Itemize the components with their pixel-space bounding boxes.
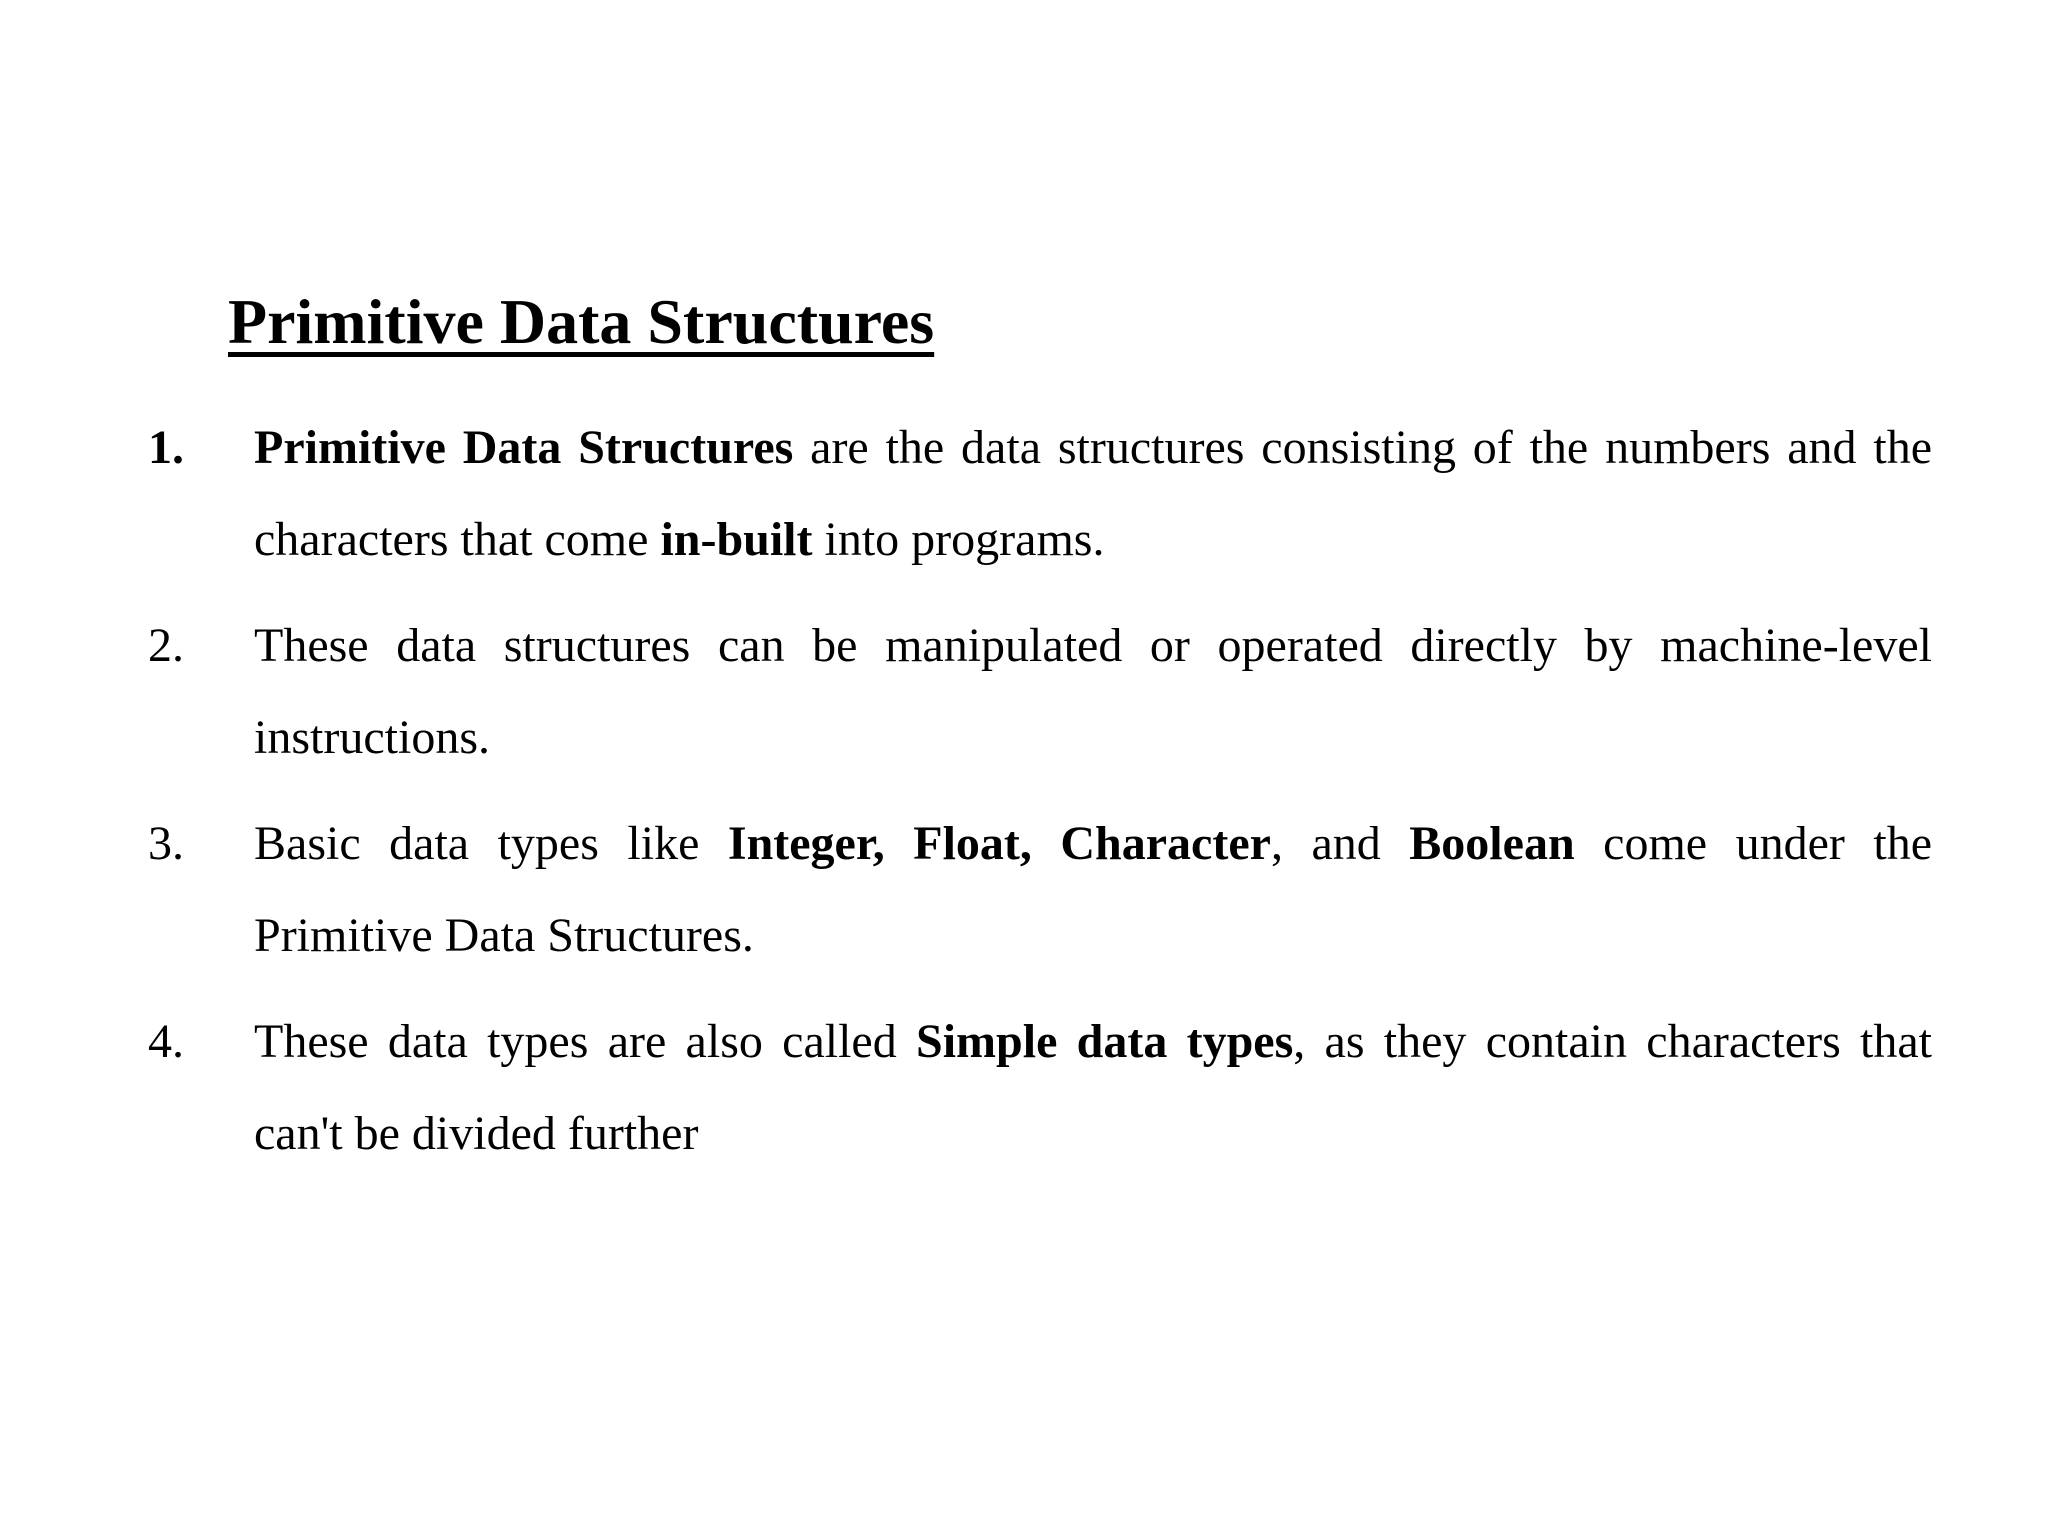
- list-item: [148, 798, 1932, 982]
- item-text-bold: in-built: [660, 513, 813, 566]
- list-item: [148, 996, 1932, 1180]
- item-text: come under the Primitive Data Structures.: [254, 817, 1933, 962]
- item-number: 4.: [148, 1015, 184, 1068]
- item-number: 2.: [148, 619, 184, 672]
- item-number: 1.: [148, 421, 184, 474]
- item-text-bold: Simple data types: [916, 1015, 1294, 1068]
- bullet-list: [148, 402, 1932, 1194]
- item-text: These data types are also called: [254, 1015, 917, 1068]
- item-text-bold: Integer, Float, Character: [727, 817, 1271, 870]
- item-text-bold: Primitive Data Structures: [254, 421, 794, 474]
- item-text: These data structures can be manipulated or operated directly by machine-level instructions.: [254, 619, 1932, 764]
- page-title: Primitive Data Structures: [228, 286, 935, 357]
- list-item: [148, 402, 1932, 586]
- item-number: 3.: [148, 817, 184, 870]
- item-text: into programs.: [812, 513, 1105, 566]
- item-text-bold: Boolean: [1409, 817, 1575, 870]
- item-text: Basic data types like: [254, 817, 728, 870]
- item-text: , as they contain characters that can't be divided further: [254, 1015, 1933, 1160]
- list-item: [148, 600, 1932, 784]
- item-text: , and: [1270, 817, 1410, 870]
- item-text: are the data structures consisting of the numbers and the characters that come: [254, 421, 1932, 566]
